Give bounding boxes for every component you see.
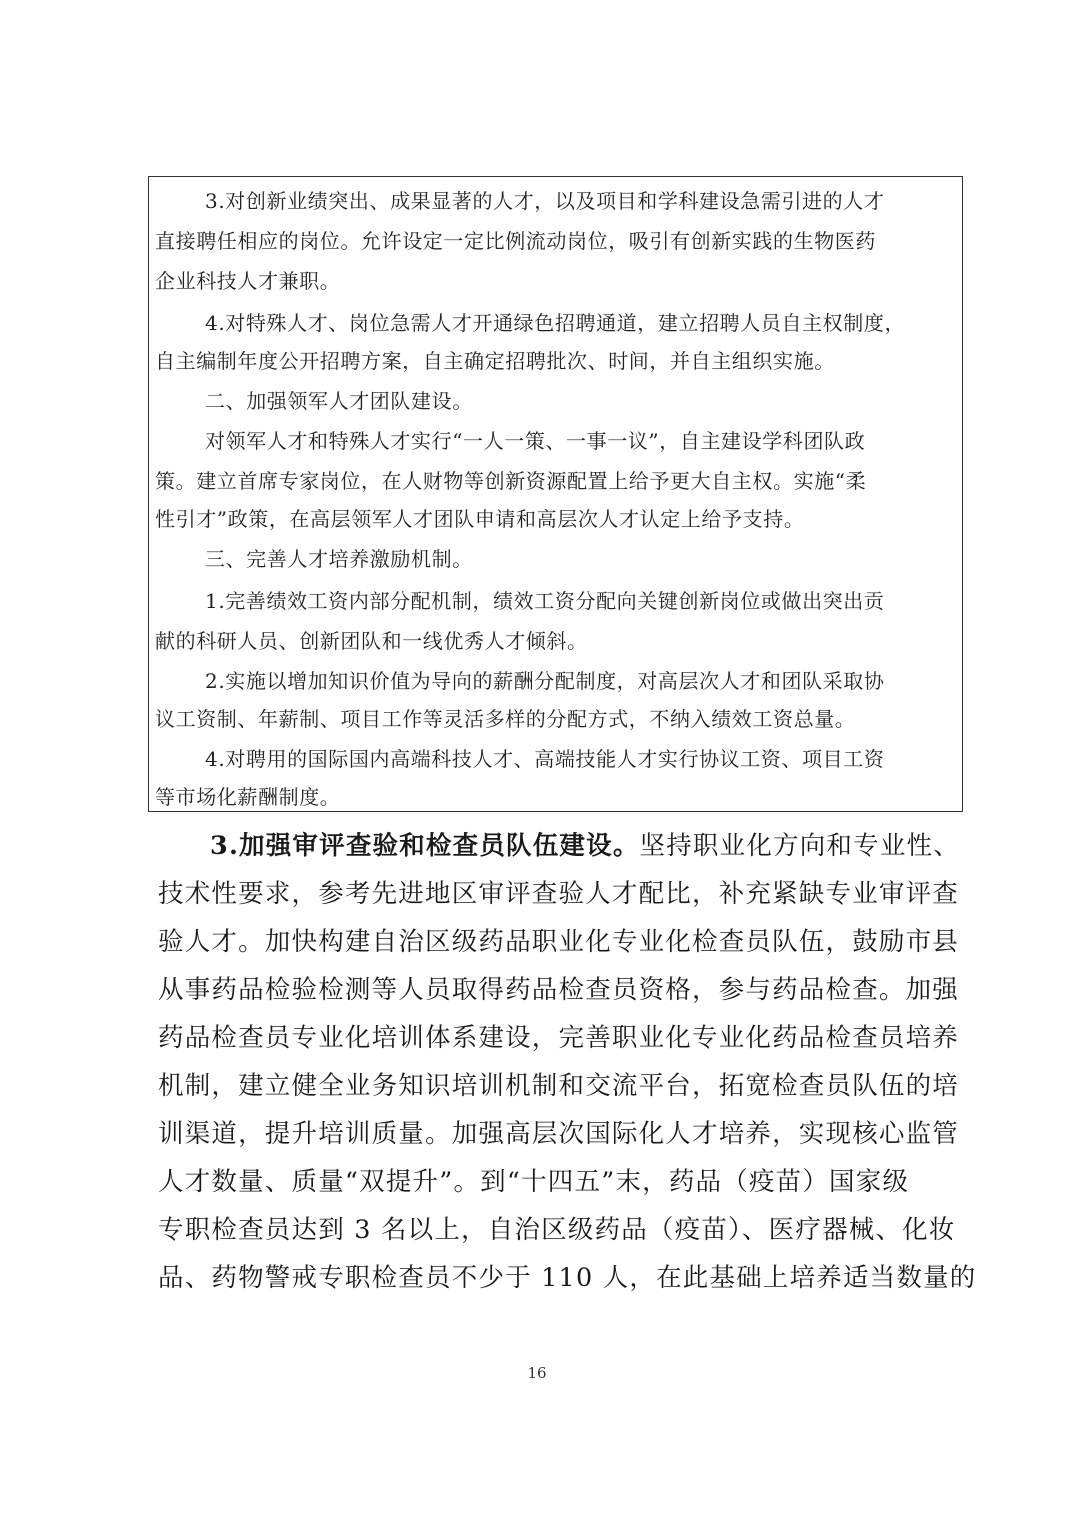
box-line: 直接聘任相应的岗位。允许设定一定比例流动岗位，吸引有创新实践的生物医药 (155, 229, 876, 253)
paragraph-text: 坚持职业化方向和专业性、 (639, 831, 960, 861)
paragraph-line: 训渠道，提升培训质量。加强高层次国际化人才培养，实现核心监管 (158, 1119, 960, 1149)
box-line: 性引才”政策，在高层领军人才团队申请和高层次人才认定上给予支持。 (155, 507, 805, 531)
section-heading: 3.加强审评查验和检查员队伍建设。 (210, 831, 640, 861)
paragraph-line: 品、药物警戒专职检查员不少于 110 人，在此基础上培养适当数量的 (158, 1263, 977, 1293)
box-line: 自主编制年度公开招聘方案，自主确定招聘批次、时间，并自主组织实施。 (155, 349, 835, 373)
paragraph-first-line (210, 830, 960, 862)
box-line: 4.对特殊人才、岗位急需人才开通绿色招聘通道，建立招聘人员自主权制度， (205, 311, 906, 335)
box-line: 三、完善人才培养激励机制。 (205, 547, 473, 571)
paragraph-line: 机制，建立健全业务知识培训机制和交流平台，拓宽检查员队伍的培 (158, 1071, 960, 1101)
box-line: 企业科技人才兼职。 (155, 269, 341, 293)
box-line: 1.完善绩效工资内部分配机制，绩效工资分配向关键创新岗位或做出突出贡 (205, 589, 885, 613)
page-number: 16 (527, 1364, 547, 1382)
box-line: 2.实施以增加知识价值为导向的薪酬分配制度，对高层次人才和团队采取协 (205, 669, 885, 693)
paragraph-line: 人才数量、质量“双提升”。到“十四五”末，药品（疫苗）国家级 (158, 1167, 910, 1197)
box-line: 等市场化薪酬制度。 (155, 785, 341, 809)
box-line: 议工资制、年薪制、项目工作等灵活多样的分配方式，不纳入绩效工资总量。 (155, 707, 856, 731)
paragraph-line: 从事药品检验检测等人员取得药品检查员资格，参与药品检查。加强 (158, 975, 960, 1005)
paragraph-line: 专职检查员达到 3 名以上，自治区级药品（疫苗）、医疗器械、化妆 (158, 1215, 956, 1245)
paragraph-line: 药品检查员专业化培训体系建设，完善职业化专业化药品检查员培养 (158, 1023, 960, 1053)
box-line: 策。建立首席专家岗位，在人财物等创新资源配置上给予更大自主权。实施“柔 (155, 469, 867, 493)
paragraph-line: 技术性要求，参考先进地区审评查验人才配比，补充紧缺专业审评查 (158, 879, 960, 909)
box-line: 3.对创新业绩突出、成果显著的人才，以及项目和学科建设急需引进的人才 (205, 189, 885, 213)
box-line: 4.对聘用的国际国内高端科技人才、高端技能人才实行协议工资、项目工资 (205, 747, 885, 771)
box-line: 二、加强领军人才团队建设。 (205, 389, 473, 413)
box-line: 献的科研人员、创新团队和一线优秀人才倾斜。 (155, 629, 588, 653)
paragraph-line: 验人才。加快构建自治区级药品职业化专业化检查员队伍，鼓励市县 (158, 927, 960, 957)
box-line: 对领军人才和特殊人才实行“一人一策、一事一议”，自主建设学科团队政 (205, 429, 866, 453)
boxed-policy-excerpt (148, 176, 963, 812)
